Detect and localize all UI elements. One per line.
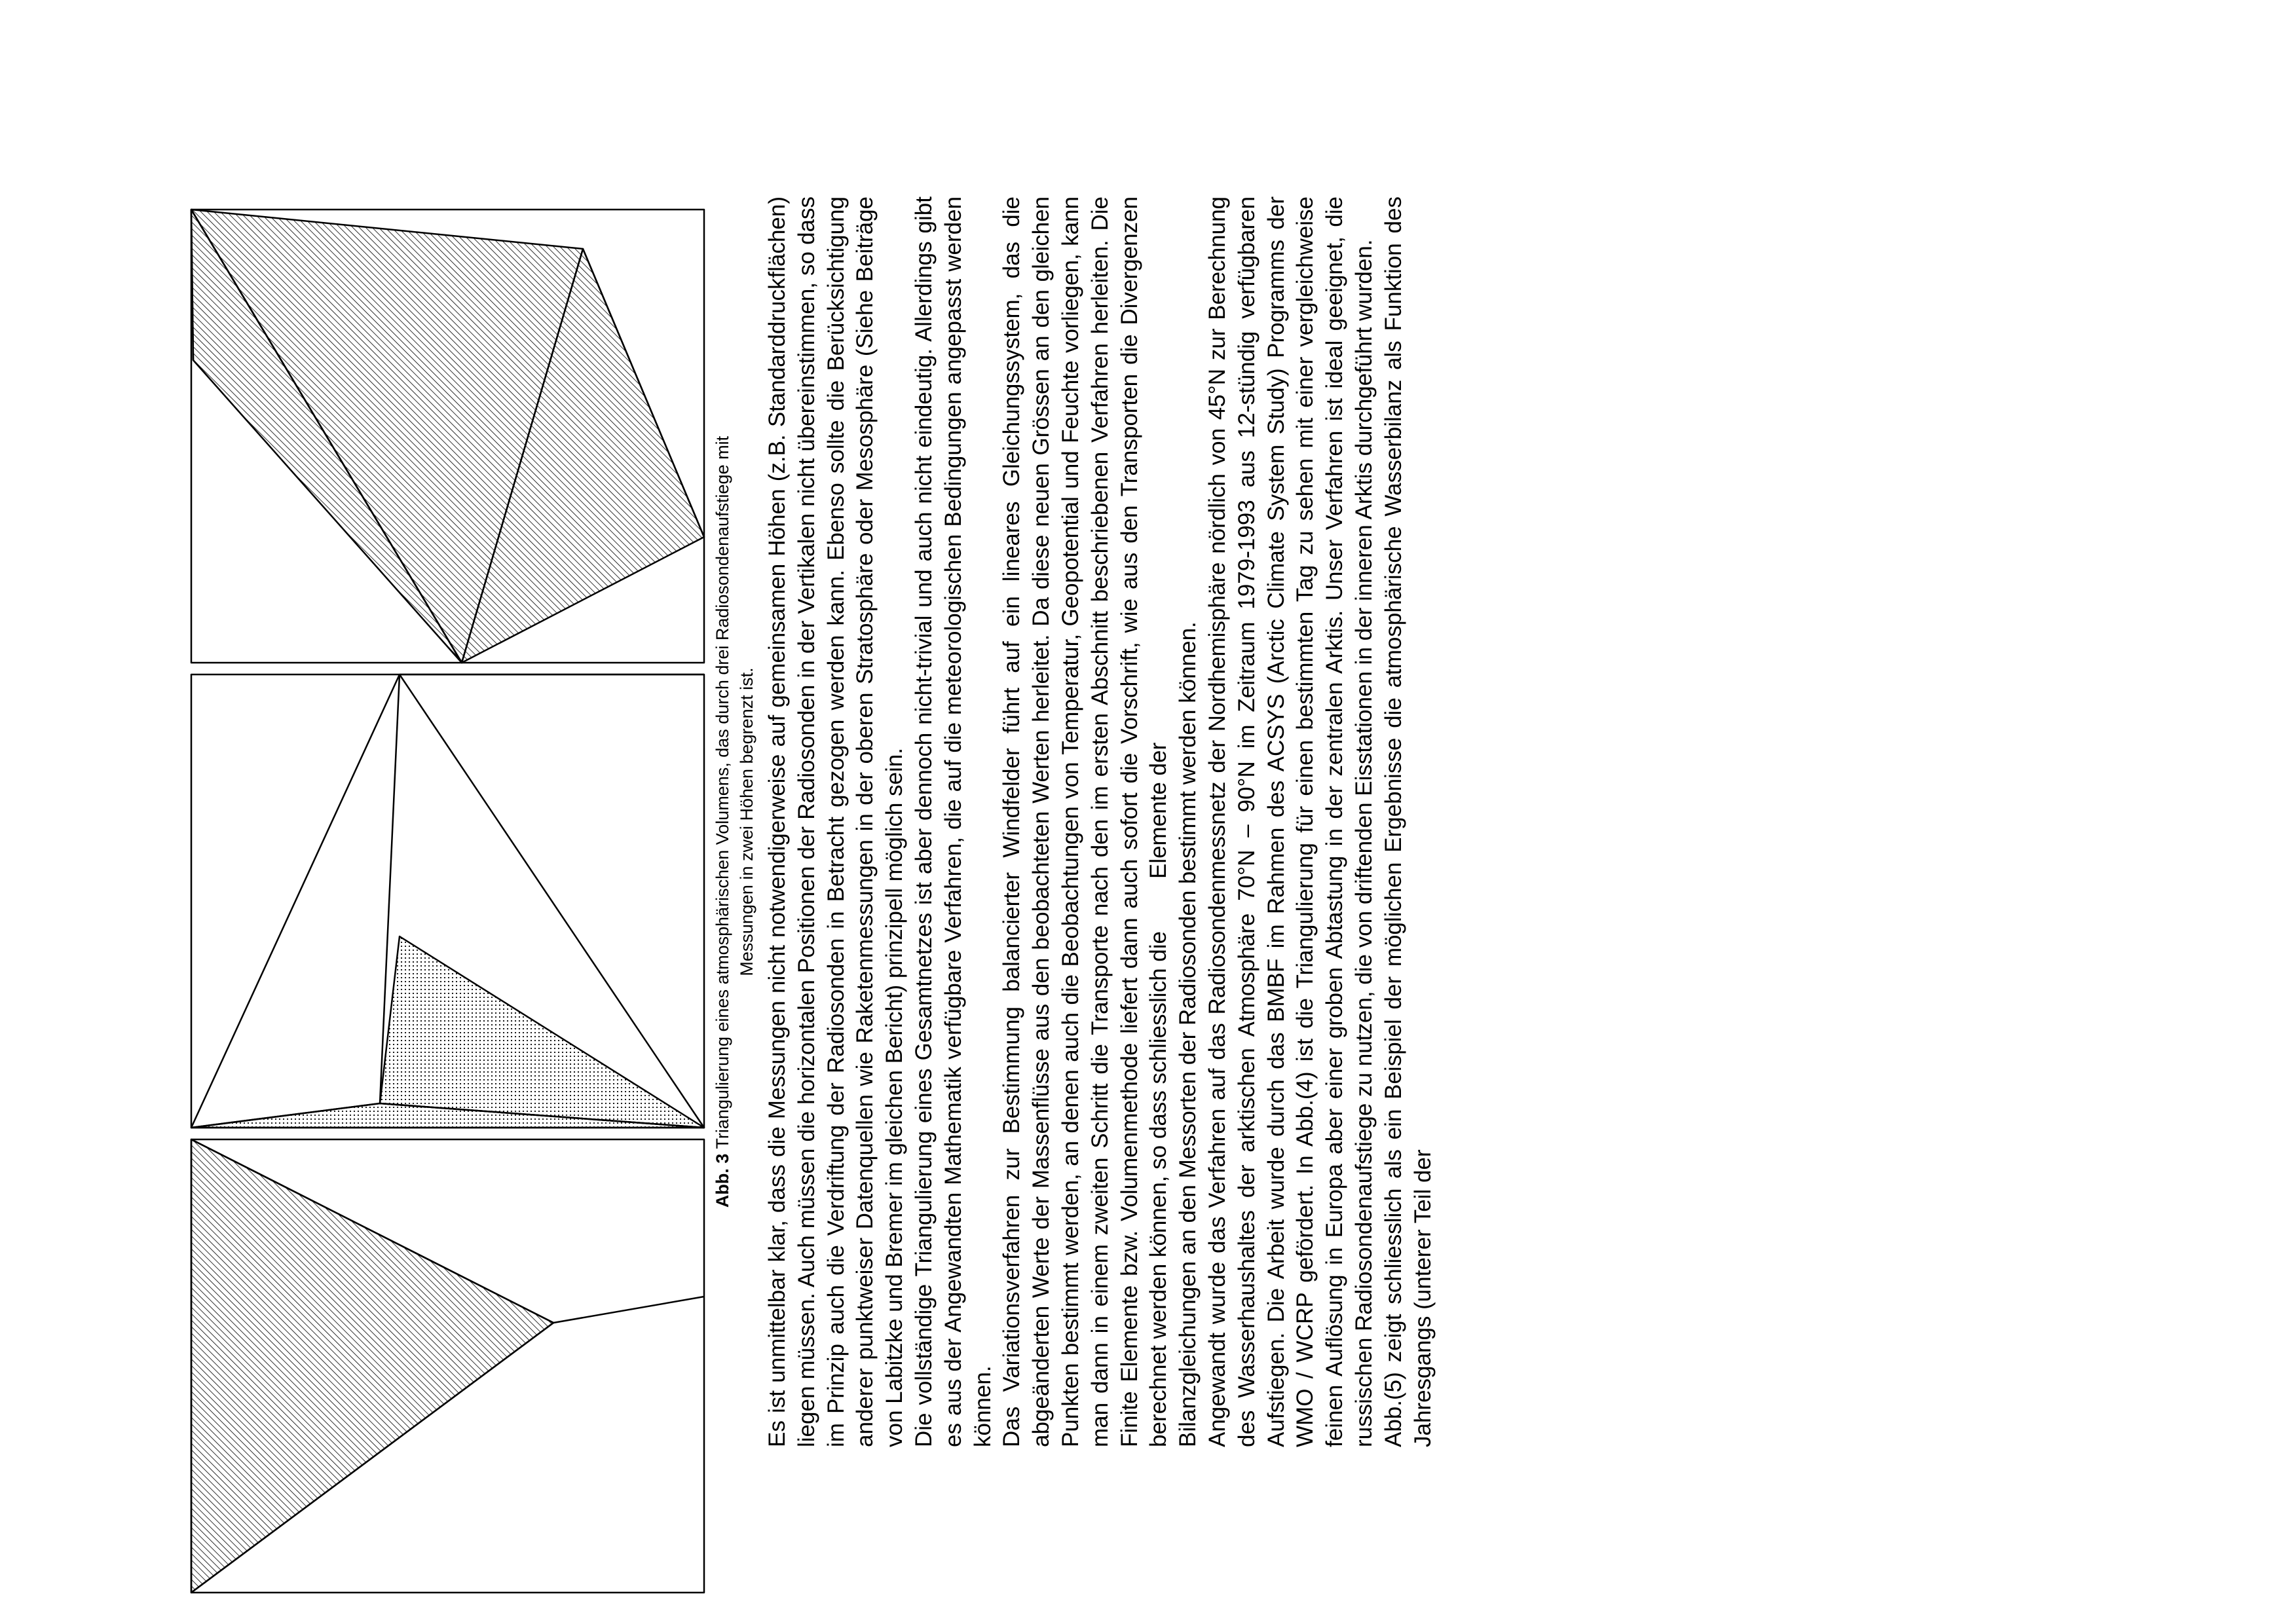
caption-text-1: Triangulierung eines atmosphärischen Volumens, das durch drei Radiosondenaufstiege mit (713, 435, 732, 1149)
paragraph-1: Es ist unmittelbar klar, dass die Messungen nicht notwendigerweise auf gemeinsamen Höhen (z.B. Standarddruckflächen) liegen müssen. Auch müssen die horizontalen Positionen der Radiosonden in der Vertikalen nicht übereinstimmen, so dass im Prinzip auch die Verdriftung der Radiosonden in Betracht gezogen werden kann. Ebenso sollte die Berücksichtigung anderer punktweiser Datenquellen wie Raketenmessungen in der oberen Stratosphäre oder Mesosphäre (Siehe Beiträge von Labitzke und Bremer im gleichen Bericht) prinzipell möglich sein. (764, 196, 908, 1447)
paragraph-6: Abb.(5) zeigt schliesslich als ein Beispiel der möglichen Ergebnisse die atmosphärische Wasserbilanz als Funktion des Jahresgangs (unterer Teil der (1380, 196, 1436, 1447)
paragraph-2: Die vollständige Triangulierung eines Gesamtnetzes ist aber dennoch nicht-trivial und auch nicht eindeutig. Allerdings gibt es aus der Angewandten Mathematik verfügbare Verfahren, die auf die meteorologischen Bedingungen angepasst werden können. (910, 196, 996, 1447)
triangulation-panel-3 (183, 1133, 707, 1598)
triangulation-panel-2 (183, 668, 707, 1133)
caption-line-2: Messungen in zwei Höhen begrenzt ist. (737, 667, 756, 976)
caption-line-1 (711, 196, 735, 1447)
paragraph-3 (998, 196, 1174, 1447)
triangulation-panel-1 (183, 203, 707, 668)
paragraph-5: Angewandt wurde das Verfahren auf das Radiosondenmessnetz der Nordhemisphäre nördlich von 45°N zur Berechnung des Wasserhaushaltes der arktischen Atmosphäre 70°N – 90°N im Zeitraum 1979-1993 aus 12-stündig verfügbaren Aufstiegen. Die Arbeit wurde durch das BMBF im Rahmen des ACSYS (Arctic Climate System Study) Programms der WMO / WCRP gefördert. In Abb.(4) ist die Triangulierung für einen bestimmten Tag zu sehen mit einer vergleichweise feinen Auflösung in Europa aber einer groben Abtastung in der zentralen Arktis. Unser Verfahren ist ideal geeignet, die russischen Radiosondenaufstiege zu nutzen, die von driftenden Eisstationen in der inneren Arktis durchgeführt wurden. (1204, 196, 1377, 1447)
paragraph-4: Bilanzgleichungen an den Messorten der Radiosonden bestimmt werden können. (1175, 621, 1201, 1447)
paragraph-3-text: Das Variationsverfahren zur Bestimmung balancierter Windfelder führt auf ein lineares Gleichungssystem, das die abgeänderten Werte der Massenflüsse aus den beobachteten Werten herleitet. Da diese neuen Grössen an den gleichen Punkten bestimmt werden, an denen auch die Beobachtungen von Temperatur, Geopotential und Feuchte vorliegen, kann man dann in einem zweiten Schritt die Transporte nach den im ersten Abschnitt beschriebenen Verfahren herleiten. Die Finite Elemente bzw. Volumenmethode liefert dann auch sofort die Vorschrift, wie aus den Transporten die Divergenzen berechnet werden können, so dass schliesslich die (999, 196, 1172, 1447)
paragraph-3-tail: Elemente der (1146, 742, 1172, 879)
caption-label: Abb. 3 (713, 1153, 732, 1208)
figure-caption (711, 196, 759, 1447)
body-text (763, 196, 1438, 1447)
rotated-page (183, 196, 1436, 1447)
figure-abb-3 (183, 196, 707, 1447)
